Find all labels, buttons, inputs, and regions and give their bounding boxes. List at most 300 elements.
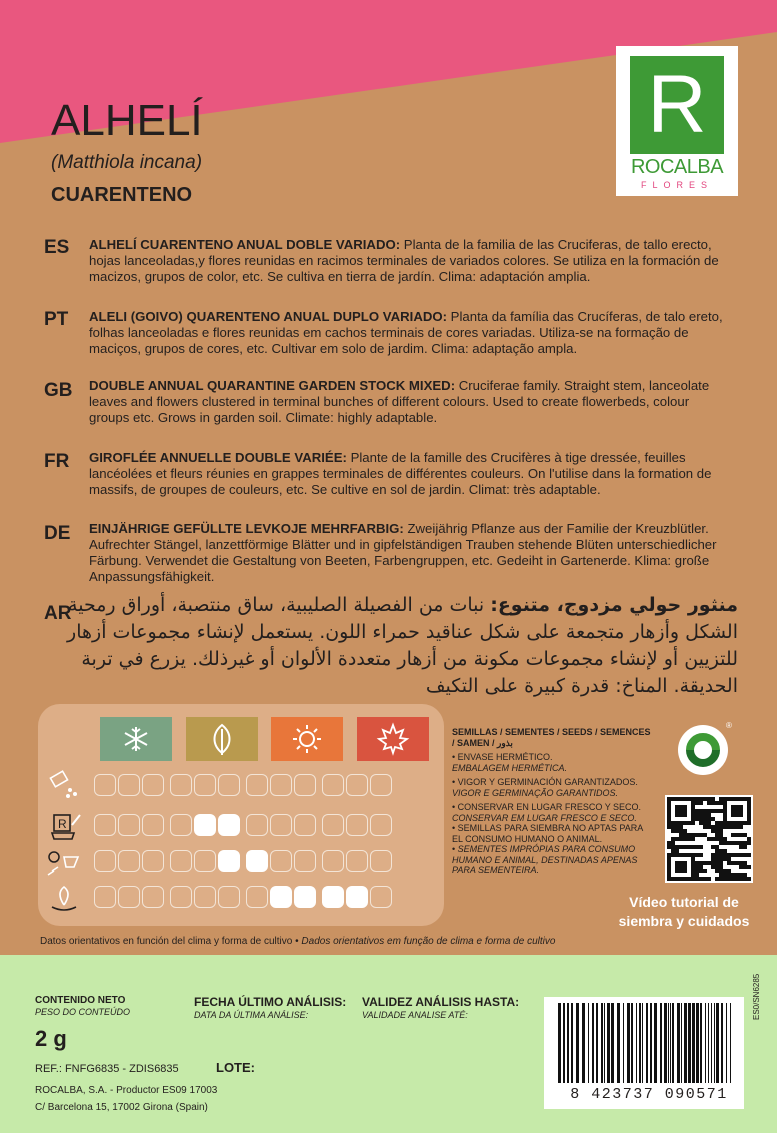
- description-pt-heading: ALELI (GOIVO) QUARENTENO ANUAL DUPLO VARIADO:: [89, 309, 448, 324]
- qr-module: [679, 805, 683, 809]
- analysis-date-label-pt: DATA DA ÚLTIMA ANÁLISE:: [194, 1010, 309, 1020]
- qr-module: [739, 845, 743, 849]
- lang-code-es: ES: [44, 237, 70, 258]
- qr-module: [683, 797, 687, 801]
- qr-module: [667, 861, 671, 865]
- product-title: ALHELÍ: [51, 96, 203, 145]
- qr-module: [743, 833, 747, 837]
- barcode-bar: [582, 1003, 585, 1083]
- qr-module: [735, 873, 739, 877]
- barcode-bar: [636, 1003, 637, 1083]
- calendar-cell: [346, 886, 368, 908]
- barcode-bar: [571, 1003, 573, 1083]
- qr-module: [703, 809, 707, 813]
- qr-module: [695, 813, 699, 817]
- qr-module: [731, 825, 735, 829]
- qr-module: [679, 845, 683, 849]
- qr-module: [675, 869, 679, 873]
- barcode-bar: [650, 1003, 652, 1083]
- barcode-bar: [631, 1003, 633, 1083]
- qr-module: [699, 853, 703, 857]
- qr-module: [715, 865, 719, 869]
- calendar-cell: [142, 774, 164, 796]
- qr-module: [727, 869, 731, 873]
- qr-module: [739, 809, 743, 813]
- qr-module: [699, 821, 703, 825]
- qr-module: [723, 877, 727, 881]
- barcode-bar: [696, 1003, 699, 1083]
- svg-text:®: ®: [726, 721, 732, 730]
- qr-module: [735, 797, 739, 801]
- calendar-cell: [370, 886, 392, 908]
- calendar-cell: [246, 814, 268, 836]
- qr-module: [739, 813, 743, 817]
- qr-module: [723, 809, 727, 813]
- qr-module: [691, 861, 695, 865]
- qr-module: [703, 877, 707, 881]
- qr-module: [691, 809, 695, 813]
- qr-module: [683, 833, 687, 837]
- sowing-seed-icon: [44, 770, 86, 800]
- qr-module: [683, 877, 687, 881]
- barcode-bar: [607, 1003, 610, 1083]
- qr-module: [743, 821, 747, 825]
- qr-module: [739, 805, 743, 809]
- qr-module: [739, 861, 743, 865]
- qr-module: [699, 865, 703, 869]
- calendar-cell: [194, 774, 216, 796]
- qr-module: [679, 797, 683, 801]
- barcode-bar: [623, 1003, 624, 1083]
- barcode-bar: [711, 1003, 712, 1083]
- qr-module: [675, 805, 679, 809]
- calendar-cell: [246, 774, 268, 796]
- calendar-cell: [270, 886, 292, 908]
- qr-module: [707, 817, 711, 821]
- calendar-cell: [218, 774, 240, 796]
- qr-module: [723, 837, 727, 841]
- qr-module: [667, 857, 671, 861]
- qr-module: [671, 877, 675, 881]
- qr-module: [695, 809, 699, 813]
- qr-module: [715, 869, 719, 873]
- qr-module: [719, 841, 723, 845]
- qr-module: [743, 865, 747, 869]
- qr-module: [683, 861, 687, 865]
- qr-module: [671, 829, 675, 833]
- barcode-bar: [726, 1003, 727, 1083]
- calendar-cell: [218, 886, 240, 908]
- qr-module: [695, 873, 699, 877]
- qr-module: [703, 825, 707, 829]
- lang-code-pt: PT: [44, 309, 69, 330]
- barcode-bar: [563, 1003, 565, 1083]
- qr-module: [675, 829, 679, 833]
- qr-module: [699, 845, 703, 849]
- barcode-bar: [688, 1003, 691, 1083]
- qr-module: [703, 833, 707, 837]
- qr-module: [675, 821, 679, 825]
- qr-module: [707, 801, 711, 805]
- description-gb-heading: DOUBLE ANNUAL QUARANTINE GARDEN STOCK MIXED:: [89, 378, 456, 393]
- qr-module: [691, 877, 695, 881]
- description-ar: [44, 592, 738, 700]
- green-dot-recycle-icon: [676, 720, 734, 778]
- calendar-cell: [218, 850, 240, 872]
- qr-module: [695, 801, 699, 805]
- qr-module: [723, 805, 727, 809]
- calendar-cell: [346, 774, 368, 796]
- qr-module: [699, 801, 703, 805]
- qr-module: [723, 817, 727, 821]
- qr-module: [667, 869, 671, 873]
- qr-module: [719, 861, 723, 865]
- qr-module: [671, 825, 675, 829]
- qr-module: [695, 833, 699, 837]
- product-variety: CUARENTENO: [51, 184, 193, 206]
- qr-module: [723, 801, 727, 805]
- qr-module: [675, 809, 679, 813]
- qr-module: [715, 801, 719, 805]
- qr-module: [735, 861, 739, 865]
- barcode-bar: [601, 1003, 603, 1083]
- qr-module: [727, 841, 731, 845]
- calendar-cell: [118, 774, 140, 796]
- qr-module: [723, 813, 727, 817]
- qr-module: [727, 857, 731, 861]
- qr-module: [691, 869, 695, 873]
- qr-module: [715, 877, 719, 881]
- qr-module: [711, 817, 715, 821]
- seed-info: [452, 727, 652, 876]
- svg-text:R: R: [58, 817, 67, 831]
- barcode-bar: [604, 1003, 605, 1083]
- logo-letter: R: [647, 59, 707, 150]
- leaf-icon: [186, 717, 258, 761]
- barcode-bar: [730, 1003, 731, 1083]
- qr-module: [719, 809, 723, 813]
- description-fr: [89, 450, 729, 498]
- qr-module: [715, 853, 719, 857]
- calendar-footnote: Datos orientativos en función del clima y forma de cultivo • Dados orientativos em função de clima e forma de cultivo: [40, 936, 556, 947]
- lang-code-de: DE: [44, 523, 71, 544]
- calendar-cell: [142, 886, 164, 908]
- qr-module: [695, 797, 699, 801]
- qr-module: [667, 865, 671, 869]
- qr-module: [735, 853, 739, 857]
- barcode-bar: [639, 1003, 641, 1083]
- calendar-cell: [294, 850, 316, 872]
- qr-module: [731, 809, 735, 813]
- qr-module: [739, 797, 743, 801]
- qr-module: [707, 821, 711, 825]
- maple-leaf-icon: [357, 717, 429, 761]
- qr-module: [743, 853, 747, 857]
- qr-module: [727, 853, 731, 857]
- qr-module: [667, 877, 671, 881]
- qr-module: [675, 797, 679, 801]
- season-spring: [186, 717, 258, 761]
- qr-module: [667, 801, 671, 805]
- qr-module: [735, 809, 739, 813]
- calendar-cell: [94, 886, 116, 908]
- qr-module: [671, 845, 675, 849]
- qr-module: [715, 809, 719, 813]
- qr-module: [711, 865, 715, 869]
- qr-module: [711, 829, 715, 833]
- qr-module: [711, 853, 715, 857]
- qr-module: [739, 833, 743, 837]
- qr-module: [679, 865, 683, 869]
- side-code: ES0/SN6285: [752, 973, 761, 1020]
- calendar-cell: [346, 850, 368, 872]
- qr-module: [687, 877, 691, 881]
- barcode-bar: [588, 1003, 589, 1083]
- qr-module: [715, 833, 719, 837]
- qr-module: [743, 797, 747, 801]
- qr-module: [719, 825, 723, 829]
- barcode-bar: [576, 1003, 579, 1083]
- qr-module: [727, 797, 731, 801]
- calendar-cell: [118, 850, 140, 872]
- qr-module: [735, 877, 739, 881]
- qr-module: [719, 837, 723, 841]
- qr-module: [671, 853, 675, 857]
- qr-module: [695, 853, 699, 857]
- qr-module: [675, 865, 679, 869]
- qr-module: [743, 845, 747, 849]
- qr-module: [703, 797, 707, 801]
- snowflake-icon: [100, 717, 172, 761]
- producer-line: ROCALBA, S.A. - Productor ES09 17003: [35, 1085, 218, 1096]
- qr-module: [683, 869, 687, 873]
- qr-module: [723, 873, 727, 877]
- calendar-cell: [142, 814, 164, 836]
- validity-label: VALIDEZ ANÁLISIS HASTA:: [362, 995, 520, 1009]
- barcode-bar: [670, 1003, 671, 1083]
- calendar-cell: [370, 814, 392, 836]
- season-autumn: [357, 717, 429, 761]
- qr-module: [719, 829, 723, 833]
- qr-module: [715, 825, 719, 829]
- qr-module: [667, 825, 671, 829]
- seed-info-item: • SEMENTES IMPRÓPIAS PARA CONSUMO HUMANO E ANIMAL, DESTINADAS APENAS PARA SEMENTEIRA.: [452, 844, 638, 875]
- qr-module: [667, 797, 671, 801]
- calendar-row: [94, 814, 396, 836]
- seedbed-icon: [44, 811, 86, 841]
- qr-module: [699, 833, 703, 837]
- qr-module: [695, 861, 699, 865]
- qr-module: [747, 821, 751, 825]
- qr-module: [747, 817, 751, 821]
- qr-module: [687, 837, 691, 841]
- barcode-bar: [558, 1003, 561, 1083]
- description-de: [89, 521, 729, 585]
- qr-module: [739, 825, 743, 829]
- validity-label-pt: VALIDADE ANALISE ATÉ:: [362, 1010, 468, 1020]
- qr-module: [699, 869, 703, 873]
- qr-module: [715, 849, 719, 853]
- calendar-cell: [94, 850, 116, 872]
- qr-module: [719, 821, 723, 825]
- qr-module: [667, 821, 671, 825]
- qr-module: [683, 821, 687, 825]
- qr-module: [667, 873, 671, 877]
- qr-module: [711, 825, 715, 829]
- qr-module: [675, 813, 679, 817]
- qr-code[interactable]: [665, 795, 753, 883]
- qr-module: [671, 841, 675, 845]
- qr-module: [723, 797, 727, 801]
- qr-module: [679, 833, 683, 837]
- qr-module: [747, 813, 751, 817]
- qr-module: [711, 837, 715, 841]
- qr-module: [731, 821, 735, 825]
- qr-module: [683, 845, 687, 849]
- qr-module: [687, 797, 691, 801]
- qr-module: [683, 829, 687, 833]
- qr-module: [731, 841, 735, 845]
- qr-module: [695, 845, 699, 849]
- calendar-cell: [94, 774, 116, 796]
- qr-module: [675, 877, 679, 881]
- qr-module: [683, 805, 687, 809]
- calendar-cell: [94, 814, 116, 836]
- barcode-bar: [714, 1003, 715, 1083]
- qr-module: [667, 813, 671, 817]
- qr-module: [687, 845, 691, 849]
- qr-module: [731, 805, 735, 809]
- seed-info-item: • ENVASE HERMÉTICO. EMBALAGEM HERMÉTICA.: [452, 752, 568, 773]
- qr-module: [691, 817, 695, 821]
- qr-module: [735, 805, 739, 809]
- qr-module: [747, 841, 751, 845]
- calendar-cell: [270, 814, 292, 836]
- qr-module: [731, 861, 735, 865]
- qr-module: [715, 829, 719, 833]
- qr-module: [715, 861, 719, 865]
- qr-module: [727, 861, 731, 865]
- lang-code-fr: FR: [44, 451, 70, 472]
- calendar-row: [94, 774, 396, 796]
- qr-module: [691, 857, 695, 861]
- qr-module: [735, 813, 739, 817]
- qr-module: [743, 861, 747, 865]
- qr-module: [679, 809, 683, 813]
- qr-module: [739, 865, 743, 869]
- qr-module: [739, 877, 743, 881]
- qr-module: [719, 801, 723, 805]
- qr-module: [719, 869, 723, 873]
- qr-module: [715, 837, 719, 841]
- qr-module: [671, 849, 675, 853]
- qr-module: [707, 825, 711, 829]
- qr-module: [731, 873, 735, 877]
- calendar-cell: [170, 774, 192, 796]
- calendar-row: [94, 886, 396, 908]
- qr-module: [691, 805, 695, 809]
- qr-module: [699, 817, 703, 821]
- barcode-bar: [567, 1003, 569, 1083]
- qr-module: [711, 845, 715, 849]
- qr-module: [711, 857, 715, 861]
- qr-module: [727, 821, 731, 825]
- description-fr-heading: GIROFLÉE ANNUELLE DOUBLE VARIÉE:: [89, 450, 347, 465]
- reference-code: REF.: FNFG6835 - ZDIS6835: [35, 1063, 179, 1075]
- qr-module: [691, 845, 695, 849]
- calendar-cell: [322, 814, 344, 836]
- qr-module: [679, 825, 683, 829]
- qr-module: [743, 877, 747, 881]
- logo-name: ROCALBA: [630, 156, 724, 178]
- calendar-cell: [170, 850, 192, 872]
- calendar-cell: [170, 814, 192, 836]
- qr-module: [683, 853, 687, 857]
- description-de-text: Zweijährig Pflanze aus der Familie der Kreuzblütler. Aufrechter Stängel, lanzettförmige Blätter und in gipfelständigen Trauben stehende Blüten unterschiedlicher Färbung. Verwendet die Gestaltung von Beeten, Farbengruppen, etc. Gedeiht in Gartenerde. Klima: große Anpassungsfähigkeit.: [89, 521, 717, 584]
- qr-module: [679, 821, 683, 825]
- qr-module: [687, 821, 691, 825]
- qr-module: [747, 809, 751, 813]
- barcode-bar: [627, 1003, 630, 1083]
- season-winter: [100, 717, 172, 761]
- qr-module: [707, 813, 711, 817]
- barcode-bar: [684, 1003, 687, 1083]
- qr-module: [671, 797, 675, 801]
- seed-info-item: • SEMILLAS PARA SIEMBRA NO APTAS PARA EL CONSUMO HUMANO O ANIMAL.: [452, 823, 643, 844]
- calendar-cell: [270, 850, 292, 872]
- barcode-bar: [681, 1003, 682, 1083]
- qr-module: [723, 853, 727, 857]
- video-tutorial-label: Vídeo tutorial de siembra y cuidados: [618, 894, 750, 929]
- calendar-row: [94, 850, 396, 872]
- qr-module: [667, 853, 671, 857]
- qr-module: [679, 877, 683, 881]
- qr-module: [675, 853, 679, 857]
- logo-sub: FLORES: [640, 180, 713, 190]
- qr-module: [691, 797, 695, 801]
- qr-module: [707, 861, 711, 865]
- qr-module: [679, 869, 683, 873]
- barcode-bar: [692, 1003, 695, 1083]
- qr-module: [691, 865, 695, 869]
- qr-module: [731, 853, 735, 857]
- qr-module: [731, 833, 735, 837]
- barcode-bar: [672, 1003, 674, 1083]
- qr-module: [731, 797, 735, 801]
- qr-module: [691, 873, 695, 877]
- qr-module: [679, 813, 683, 817]
- qr-module: [743, 841, 747, 845]
- seed-info-header: SEMILLAS / SEMENTES / SEEDS / SEMENCES / SAMEN / بذور: [452, 727, 651, 748]
- calendar-cell: [294, 814, 316, 836]
- qr-module: [747, 865, 751, 869]
- qr-module: [739, 853, 743, 857]
- barcode-number: 8 423737 090571: [570, 1086, 728, 1103]
- barcode-bar: [646, 1003, 648, 1083]
- calendar-cell: [294, 774, 316, 796]
- qr-module: [683, 809, 687, 813]
- qr-module: [699, 797, 703, 801]
- calendar-cell: [118, 886, 140, 908]
- qr-module: [675, 845, 679, 849]
- calendar-cell: [370, 850, 392, 872]
- description-fr-text: Plante de la famille des Crucifères à tige dressée, feuilles lancéolées et fleurs réunies en grappes terminales de différentes couleurs. On l'utilise dans la formation de massifs, de groupes de couleurs, etc. Se cultive en sol de jardin. Climat: très adaptable.: [89, 450, 712, 497]
- qr-module: [667, 845, 671, 849]
- qr-module: [695, 869, 699, 873]
- qr-module: [703, 817, 707, 821]
- sun-icon: [271, 717, 343, 761]
- qr-module: [691, 837, 695, 841]
